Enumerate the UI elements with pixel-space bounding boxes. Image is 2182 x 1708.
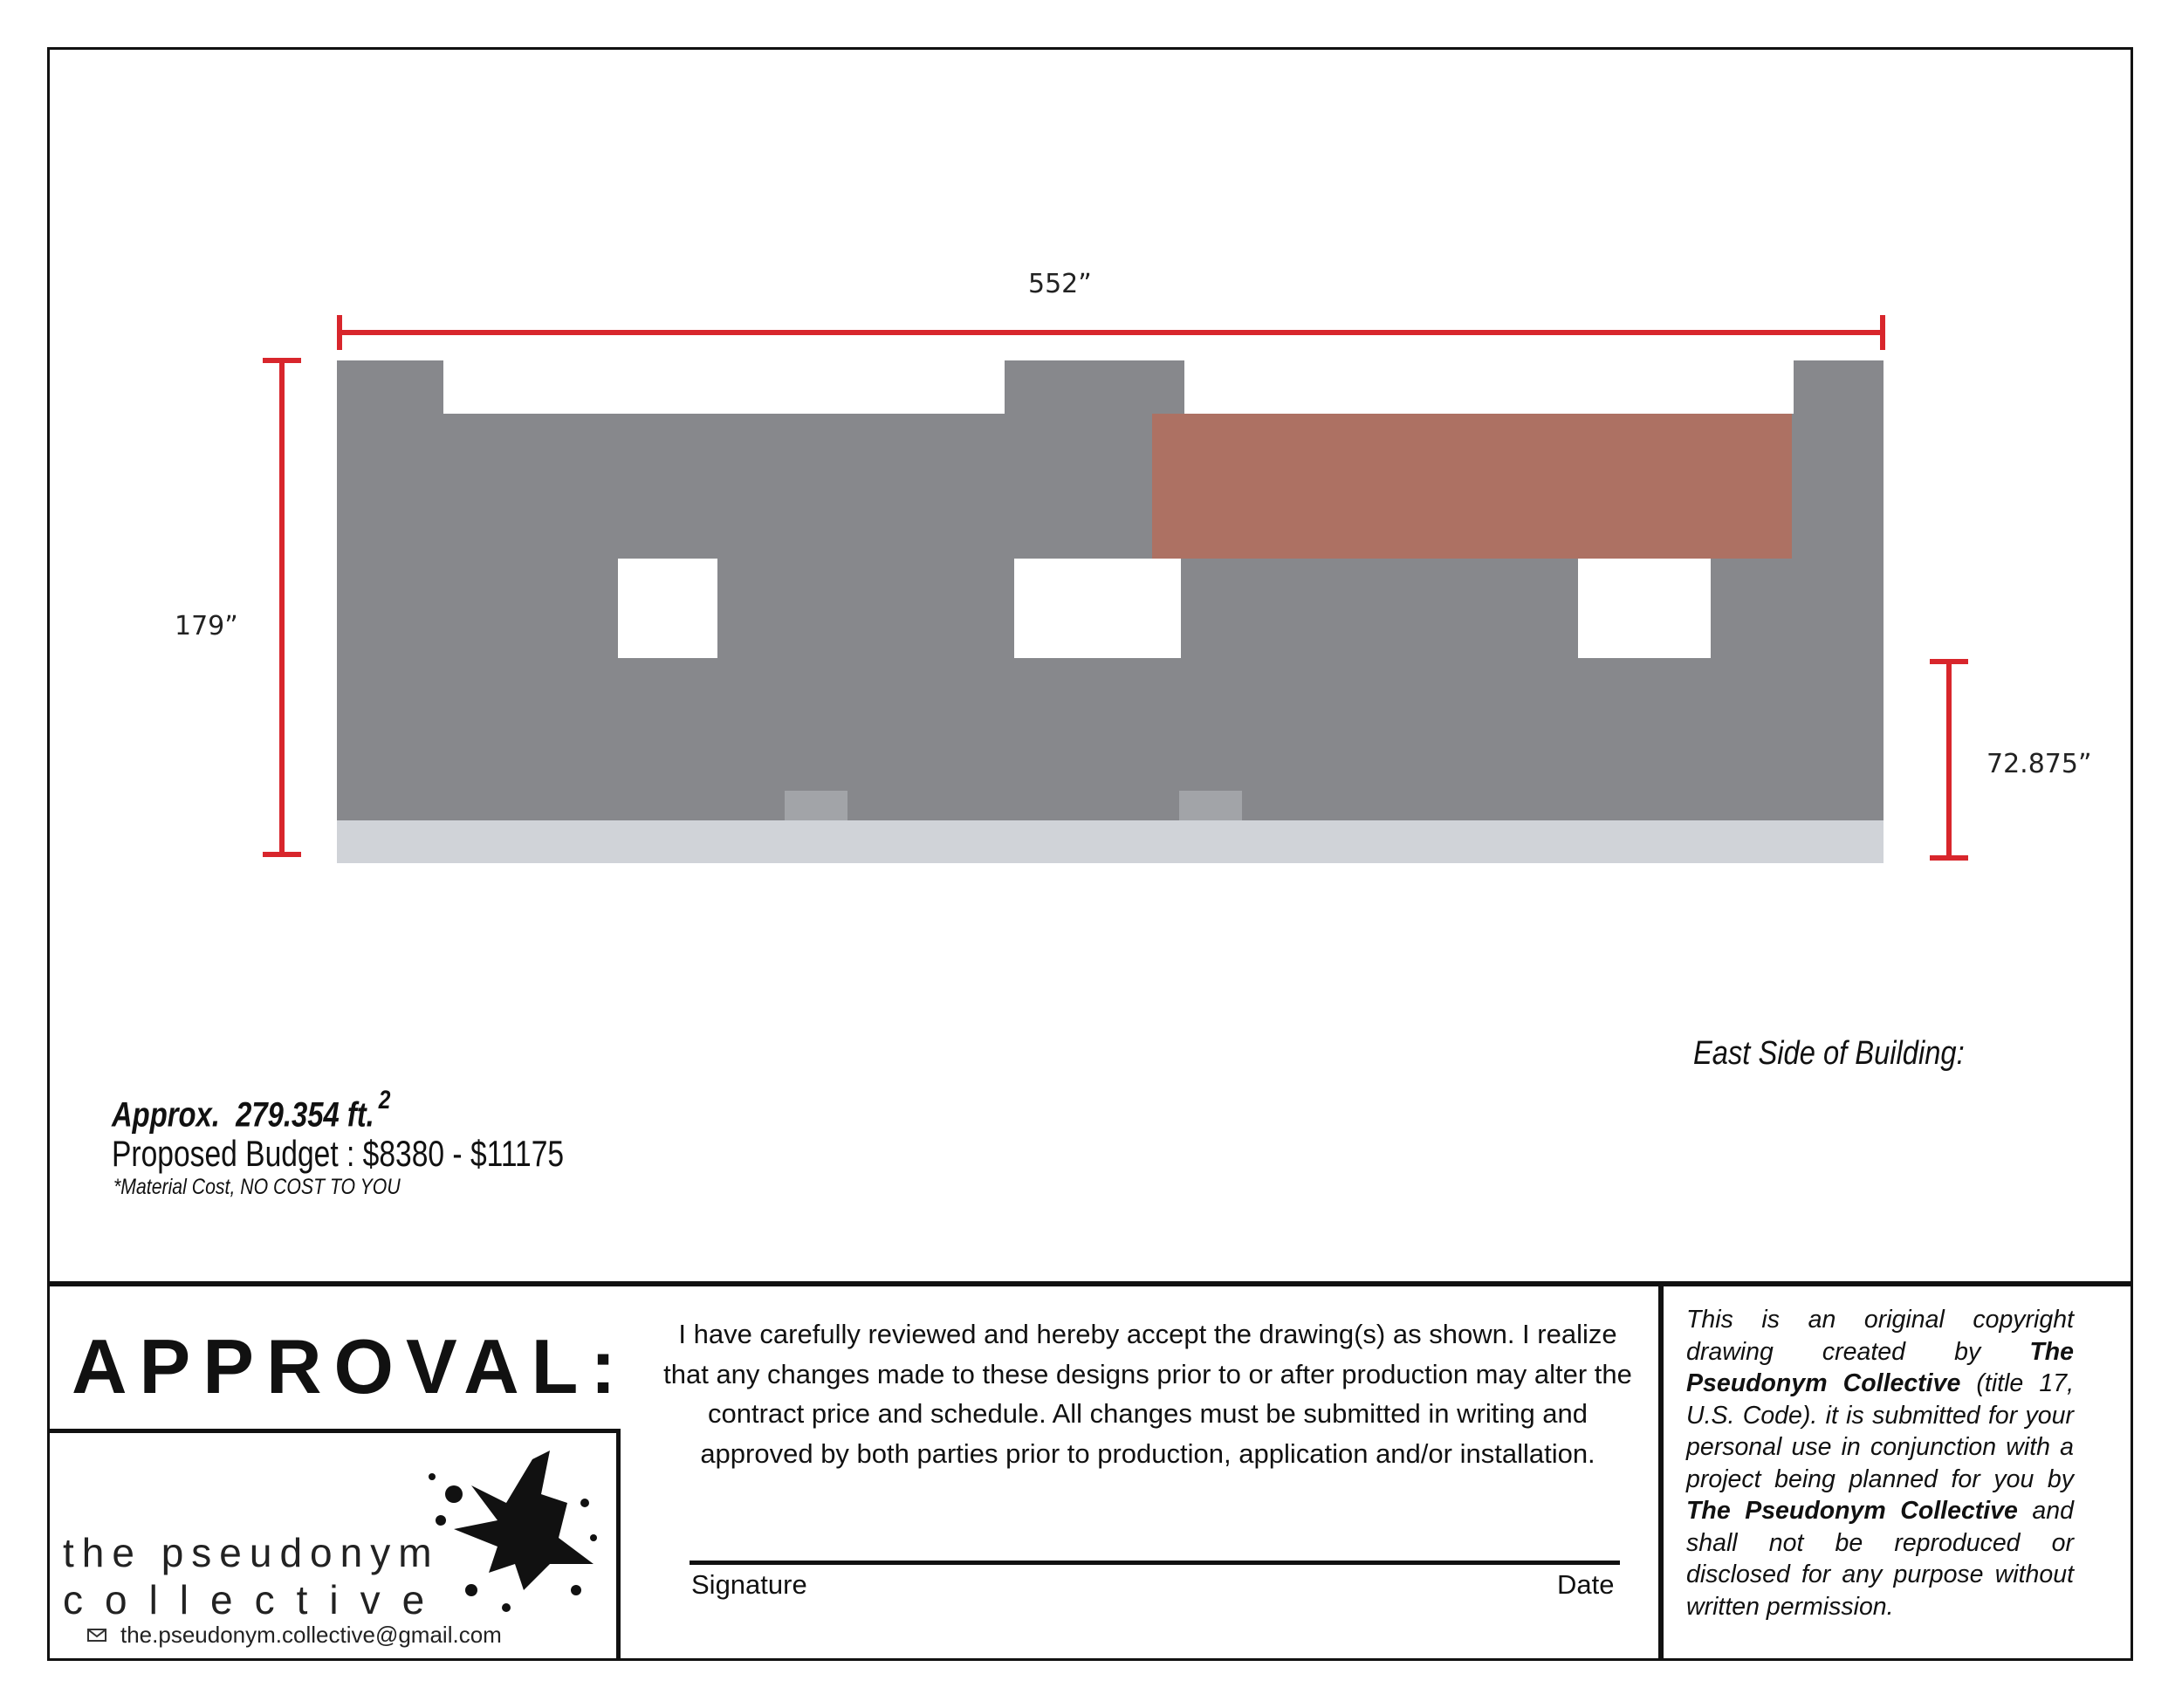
side-title: East Side of Building: (1693, 1035, 1965, 1072)
height-dimension-line (263, 360, 301, 854)
height-label: 179” (175, 611, 238, 641)
copyright-company-1: The Pseudonym Collective (1686, 1337, 2074, 1397)
approx-value: 279.354 ft. (236, 1095, 374, 1135)
vent-left (785, 791, 847, 820)
panel-divider-top (47, 1281, 2133, 1286)
ground-strip (337, 820, 1884, 863)
signature-line[interactable] (690, 1561, 1620, 1565)
copyright-notice (1686, 1304, 2074, 1622)
mural-area (1152, 414, 1792, 559)
approval-title: APPROVAL: (72, 1323, 628, 1410)
window-left (618, 559, 717, 658)
approval-terms: I have carefully reviewed and hereby accept the drawing(s) as shown. I realize that any changes made to these designs prior to or after production may alter the contract price and schedule. All changes must be submitted in writing and approved by both parties prior to production, application and/or installation. (663, 1319, 1632, 1469)
approx-area (112, 1086, 391, 1135)
copyright-text-2: (title 17, U.S. Code). it is submitted for your personal use in conjunction with a project being planned for you by (1686, 1369, 2074, 1493)
envelope-icon (87, 1629, 106, 1642)
vent-right (1179, 791, 1242, 820)
partial-height-dimension-line (1930, 662, 1968, 858)
signature-label: Signature (691, 1569, 807, 1600)
width-label: 552” (1028, 269, 1092, 299)
width-dimension-line (340, 315, 1883, 350)
contact-email[interactable]: the.pseudonym.collective@gmail.com (120, 1622, 502, 1648)
logo-box-top (47, 1429, 620, 1433)
material-cost-note: *Material Cost, NO COST TO YOU (113, 1175, 401, 1199)
window-center (1014, 559, 1181, 658)
approx-exponent: 2 (378, 1086, 391, 1115)
proposed-budget: Proposed Budget : $8380 - $11175 (112, 1133, 565, 1174)
copyright-text-3: and shall not be reproduced or disclosed for any purpose without written permission. (1686, 1497, 2074, 1621)
copyright-company-2: The Pseudonym Collective (1686, 1497, 2018, 1525)
copyright-text-1: This is an original copyright drawing created by (1686, 1306, 2074, 1366)
logo-text-line1: the pseudonym (63, 1530, 440, 1575)
partial-height-label: 72.875” (1986, 749, 2092, 779)
ink-bird-icon (419, 1442, 611, 1625)
approx-prefix: Approx. (112, 1095, 220, 1135)
logo-text-line2: collective (63, 1577, 447, 1622)
date-label: Date (1557, 1569, 1615, 1600)
panel-divider-right (1658, 1281, 1664, 1661)
window-right (1578, 559, 1711, 658)
logo-box-right (616, 1429, 621, 1661)
